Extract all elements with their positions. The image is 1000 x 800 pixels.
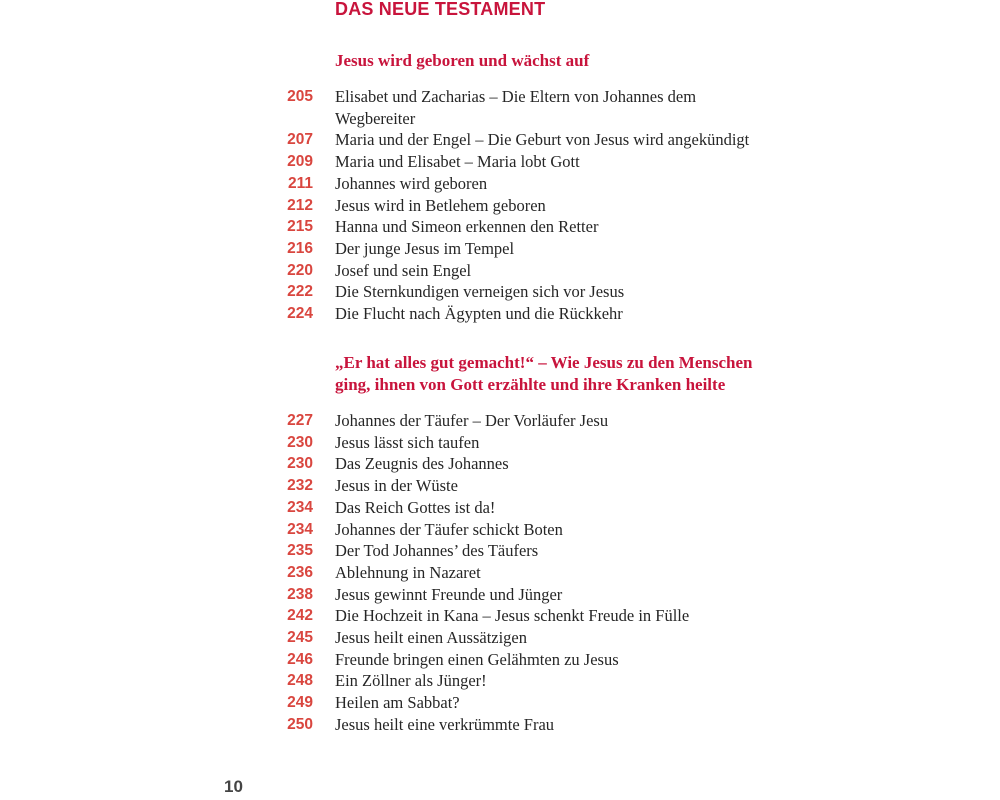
toc-page-number: 249: [287, 694, 313, 712]
toc-entry-title: Jesus heilt eine verkrümmte Frau: [335, 714, 555, 734]
toc-entry[interactable]: [270, 410, 785, 432]
toc-entry[interactable]: [270, 670, 785, 692]
toc-page-number: 227: [287, 412, 313, 429]
toc-entry[interactable]: [270, 562, 785, 584]
toc-page-number: 207: [287, 131, 313, 149]
toc-entry-title: Maria und Elisabet – Maria lobt Gott: [335, 152, 580, 172]
toc-entry-title: Josef und sein Engel: [335, 260, 472, 280]
toc-page-number: 220: [287, 261, 313, 279]
toc-entry-title: Die Flucht nach Ägypten und die Rückkehr: [335, 304, 623, 324]
toc-entry-title: Die Hochzeit in Kana – Jesus schenkt Freude in Fülle: [335, 606, 690, 626]
section-title-ministry: [335, 352, 752, 395]
page-folio-number: 10: [224, 777, 243, 796]
toc-entry[interactable]: [270, 540, 785, 562]
section-title-birth: Jesus wird geboren und wächst auf: [335, 51, 590, 70]
toc-entry-title: Der junge Jesus im Tempel: [335, 238, 515, 258]
toc-entry[interactable]: [270, 303, 785, 325]
toc-list-ministry: [270, 410, 785, 736]
toc-entry-title: Jesus lässt sich taufen: [335, 432, 480, 452]
toc-entry[interactable]: [270, 238, 785, 260]
toc-entry-title: Jesus wird in Betlehem geboren: [335, 195, 546, 215]
toc-entry[interactable]: [270, 649, 785, 671]
toc-entry-title: Ablehnung in Nazaret: [335, 562, 481, 582]
toc-entry-title: Jesus gewinnt Freunde und Jünger: [335, 584, 563, 604]
toc-page-number: 215: [287, 218, 313, 236]
toc-entry-title: Ein Zöllner als Jünger!: [335, 671, 487, 691]
section-title-line: ging, ihnen von Gott erzählte und ihre Kranken heilte: [335, 374, 726, 394]
toc-entry[interactable]: [270, 519, 785, 541]
toc-entry[interactable]: [270, 584, 785, 606]
toc-page-number: 212: [287, 196, 313, 214]
toc-page-number: 205: [287, 88, 313, 105]
toc-entry-title: Johannes wird geboren: [335, 173, 488, 193]
toc-page-number: 234: [287, 520, 313, 538]
toc-page-number: 230: [287, 433, 313, 451]
toc-page-number: 230: [287, 455, 313, 473]
toc-entry-title: Die Sternkundigen verneigen sich vor Jesus: [335, 282, 625, 302]
toc-entry-title: Hanna und Simeon erkennen den Retter: [335, 217, 599, 237]
toc-entry-title: Jesus heilt einen Aussätzigen: [335, 628, 528, 648]
toc-page-number: 224: [287, 305, 313, 323]
toc-entry[interactable]: [270, 475, 785, 497]
toc-page-number: 238: [287, 585, 313, 603]
toc-entry[interactable]: [270, 692, 785, 714]
toc-entry[interactable]: [270, 86, 785, 129]
toc-entry[interactable]: [270, 432, 785, 454]
toc-entry[interactable]: [270, 173, 785, 195]
toc-page-number: 236: [287, 563, 313, 581]
toc-page-number: 209: [287, 153, 313, 171]
toc-entry-title: Johannes der Täufer – Der Vorläufer Jesu: [335, 411, 609, 430]
toc-entry[interactable]: [270, 453, 785, 475]
toc-entry-title: Das Zeugnis des Johannes: [335, 454, 509, 474]
section-title-line: „Er hat alles gut gemacht!“ – Wie Jesus zu den Menschen: [335, 353, 753, 372]
toc-page-number: 222: [287, 283, 313, 301]
toc-page-number: 246: [287, 650, 313, 668]
toc-entry-title: Das Reich Gottes ist da!: [335, 497, 496, 517]
toc-page-number: 211: [287, 174, 313, 192]
toc-entry[interactable]: [270, 497, 785, 519]
toc-entry[interactable]: [270, 714, 785, 736]
toc-entry[interactable]: [270, 195, 785, 217]
toc-entry-title: Freunde bringen einen Gelähmten zu Jesus: [335, 649, 619, 669]
toc-list-birth: [270, 86, 785, 325]
toc-entry[interactable]: [270, 129, 785, 151]
toc-entry-title: Heilen am Sabbat?: [335, 693, 460, 713]
toc-entry-title: Johannes der Täufer schickt Boten: [335, 519, 563, 539]
toc-entry[interactable]: [270, 151, 785, 173]
toc-entry[interactable]: [270, 260, 785, 282]
toc-page-number: 235: [287, 542, 313, 560]
toc-page-number: 245: [287, 629, 313, 647]
toc-entry-title: Elisabet und Zacharias – Die Eltern von Johannes dem Wegbereiter: [335, 87, 697, 128]
toc-page-number: 216: [287, 239, 313, 257]
toc-entry[interactable]: [270, 605, 785, 627]
toc-page-number: 250: [287, 715, 313, 733]
toc-page-number: 234: [287, 498, 313, 516]
toc-entry-title: Maria und der Engel – Die Geburt von Jesus wird angekündigt: [335, 130, 750, 150]
toc-entry-title: Der Tod Johannes’ des Täufers: [335, 541, 539, 561]
toc-entry[interactable]: [270, 627, 785, 649]
toc-entry[interactable]: [270, 281, 785, 303]
toc-entry-title: Jesus in der Wüste: [335, 476, 458, 496]
toc-page-number: 232: [287, 477, 313, 495]
toc-page-number: 242: [287, 607, 313, 625]
toc-entry[interactable]: [270, 216, 785, 238]
toc-page-number: 248: [287, 672, 313, 690]
page-heading: DAS NEUE TESTAMENT: [335, 0, 546, 19]
